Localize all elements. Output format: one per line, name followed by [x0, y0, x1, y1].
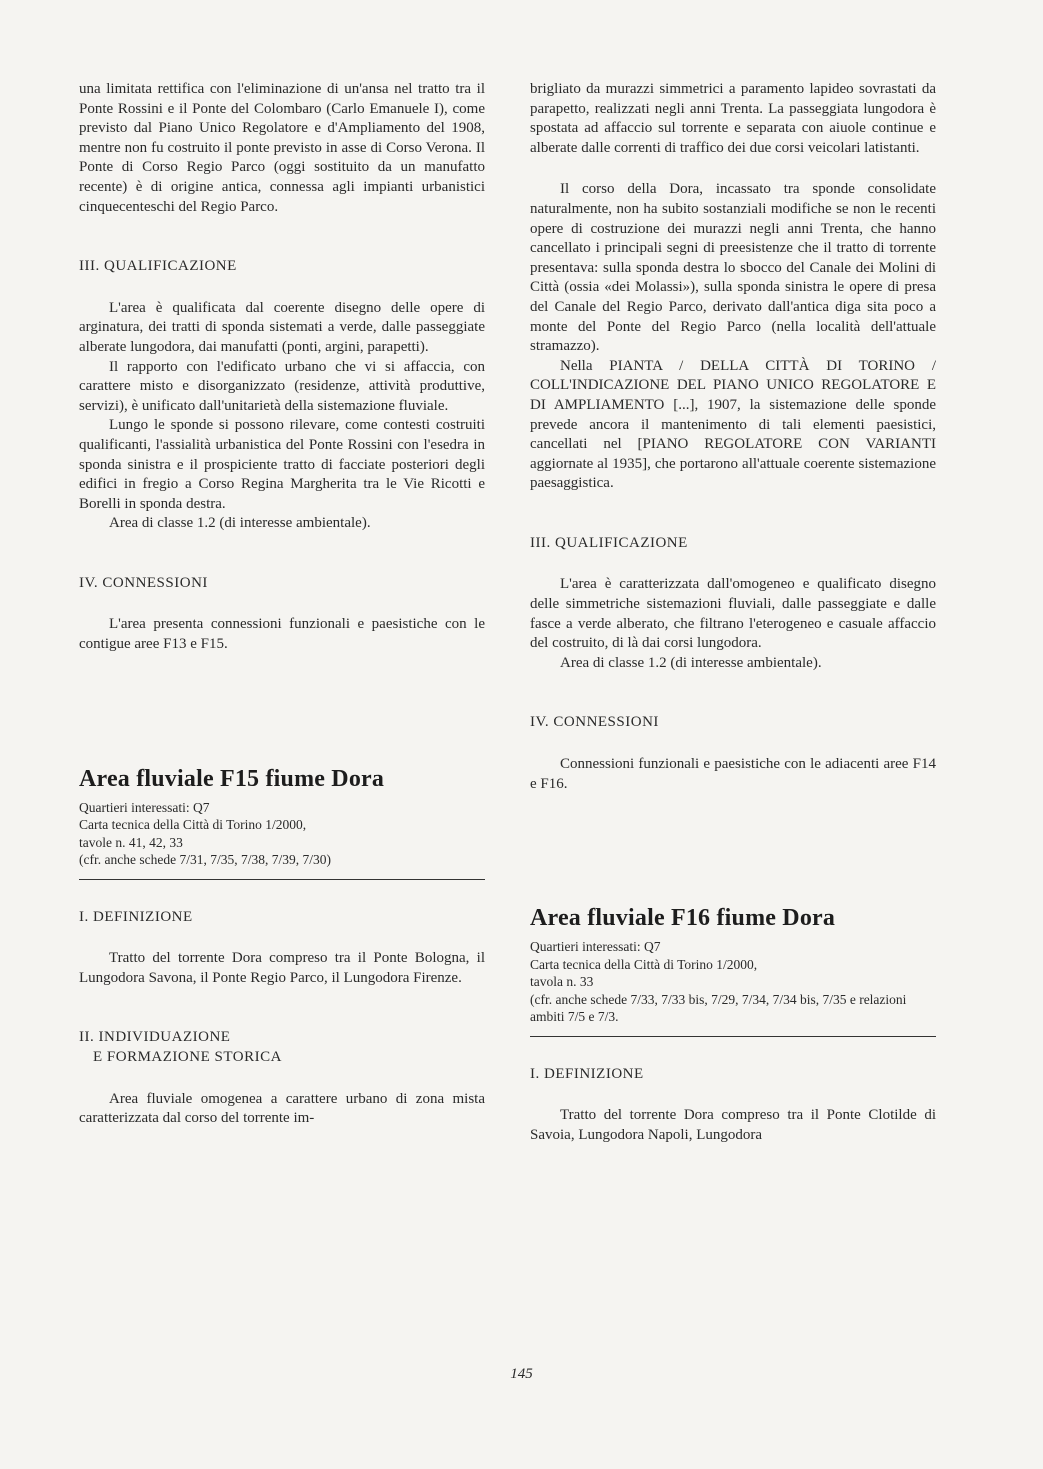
section-heading-qualificazione: III. QUALIFICAZIONE — [530, 534, 688, 551]
paragraph: brigliato da murazzi simmetrici a paramento lapideo sovrastati da parapetto, realizzati negli anni Trenta. La passeggiata lungodora è spostata ad affaccio sul torrente e separata con aiuole continue e alberate dalle correnti di traffico dei due corsi veicolari latistanti. — [530, 81, 936, 156]
paragraph: Tratto del torrente Dora compreso tra il Ponte Clotilde di Savoia, Lungodora Napoli, Lungodora — [530, 1107, 936, 1143]
meta-tavole: tavole n. 41, 42, 33 — [79, 834, 183, 850]
meta-schede: (cfr. anche schede 7/31, 7/35, 7/38, 7/39, 7/30) — [79, 852, 331, 868]
left-column — [79, 80, 485, 1129]
paragraph: L'area è qualificata dal coerente disegno delle opere di arginatura, dei tratti di sponda sistemati a verde, dalle passeggiate alberate lungodora, dai manufatti (ponti, argini, parapetti). — [79, 299, 485, 355]
area-title-f16: Area fluviale F16 fiume Dora — [530, 905, 836, 932]
meta-quartieri: Quartieri interessati: Q7 — [530, 939, 661, 955]
paragraph: una limitata rettifica con l'eliminazione di un'ansa nel tratto tra il Ponte Rossini e il Ponte del Colombaro (Carlo Emanuele I), come previsto dal Piano Unico Regolatore e d'Ampliamento del 1908, mentre non fu costruito il ponte previsto in asse di Corso Verona. Il Ponte di Corso Regio Parco (oggi sostituito da un manufatto recente) è di origine antica, connessa agli impianti urbanistici cinquecenteschi del Regio Parco. — [79, 81, 485, 215]
paragraph: Area di classe 1.2 (di interesse ambientale). — [560, 654, 822, 671]
section-heading-connessioni: IV. CONNESSIONI — [79, 574, 208, 591]
section-heading-definizione: I. DEFINIZIONE — [79, 908, 193, 925]
meta-carta: Carta tecnica della Città di Torino 1/2000, — [530, 956, 758, 972]
meta-quartieri: Quartieri interessati: Q7 — [79, 799, 210, 815]
paragraph: L'area è caratterizzata dall'omogeneo e qualificato disegno delle simmetriche sistemazioni fluviali, dalle passeggiate e dalle fasce a verde alberato, che filtrano l'eterogeneo e casuale affaccio del costruito, di là dai corsi lungodora. — [530, 576, 936, 652]
paragraph: Area di classe 1.2 (di interesse ambientale). — [109, 515, 371, 532]
section-heading-individuazione: II. INDIVIDUAZIONE — [79, 1029, 231, 1046]
section-heading-formazione: E FORMAZIONE STORICA — [93, 1049, 282, 1066]
section-heading-qualificazione: III. QUALIFICAZIONE — [79, 258, 237, 275]
paragraph: Il rapporto con l'edificato urbano che vi si affaccia, con carattere misto e disorganizzato (residenze, attività produttive, servizi), è unificato dall'unitarietà della sistemazione fluviale. — [79, 358, 485, 414]
meta-carta: Carta tecnica della Città di Torino 1/2000, — [79, 817, 307, 833]
paragraph: Area fluviale omogenea a carattere urbano di zona mista caratterizzata dal corso del torrente im- — [79, 1090, 485, 1127]
meta-schede: (cfr. anche schede 7/33, 7/33 bis, 7/29, 7/34, 7/34 bis, 7/35 e relazioni ambiti 7/5 e 7/3. — [530, 991, 907, 1025]
page-number: 145 — [510, 1366, 533, 1382]
area-title-f15: Area fluviale F15 fiume Dora — [79, 765, 385, 792]
paragraph: Connessioni funzionali e paesistiche con le adiacenti aree F14 e F16. — [530, 756, 936, 792]
section-heading-connessioni: IV. CONNESSIONI — [530, 714, 659, 731]
paragraph: Nella PIANTA / DELLA CITTÀ DI TORINO / COLL'INDICAZIONE DEL PIANO UNICO REGOLATORE E DI AMPLIAMENTO [...], 1907, la sistemazione delle sponde prevede ancora il mantenimento di tali elementi paesistici, cancellati nel [PIANO REGOLATORE CON VARIANTI aggiornate al 1935], che portarono all'attuale coerente sistemazione paesaggistica. — [530, 357, 936, 492]
paragraph: Tratto del torrente Dora compreso tra il Ponte Bologna, il Lungodora Savona, il Ponte Regio Parco, il Lungodora Firenze. — [79, 950, 485, 986]
paragraph: L'area presenta connessioni funzionali e paesistiche con le contigue aree F13 e F15. — [79, 616, 485, 653]
section-heading-definizione: I. DEFINIZIONE — [530, 1065, 644, 1082]
meta-tavole: tavola n. 33 — [530, 974, 594, 990]
paragraph: Lungo le sponde si possono rilevare, come contesti costruiti qualificanti, l'assialità urbanistica del Ponte Rossini con l'esedra in sponda sinistra e il prospiciente tratto di facciate posteriori degli edifici in fregio a Corso Regina Margherita tra le Vie Ricotti e Borelli in sponda destra. — [79, 417, 485, 512]
right-column — [530, 80, 936, 1146]
paragraph: Il corso della Dora, incassato tra sponde consolidate naturalmente, non ha subito sostanziali modifiche se non le recenti opere di costruzione dei murazzi negli anni Trenta, che hanno cancellato i principali segni di preesistenze che il tratto di torrente presentava: sulla sponda destra lo sbocco del Canale dei Molini di Città (ossia «dei Molassi»), sulla sponda sinistra le opere di presa del Canale del Regio Parco, derivato dall'antica diga sita poco a monte del Ponte del Regio Parco (nella località dell'attuale stramazzo). — [530, 181, 936, 355]
